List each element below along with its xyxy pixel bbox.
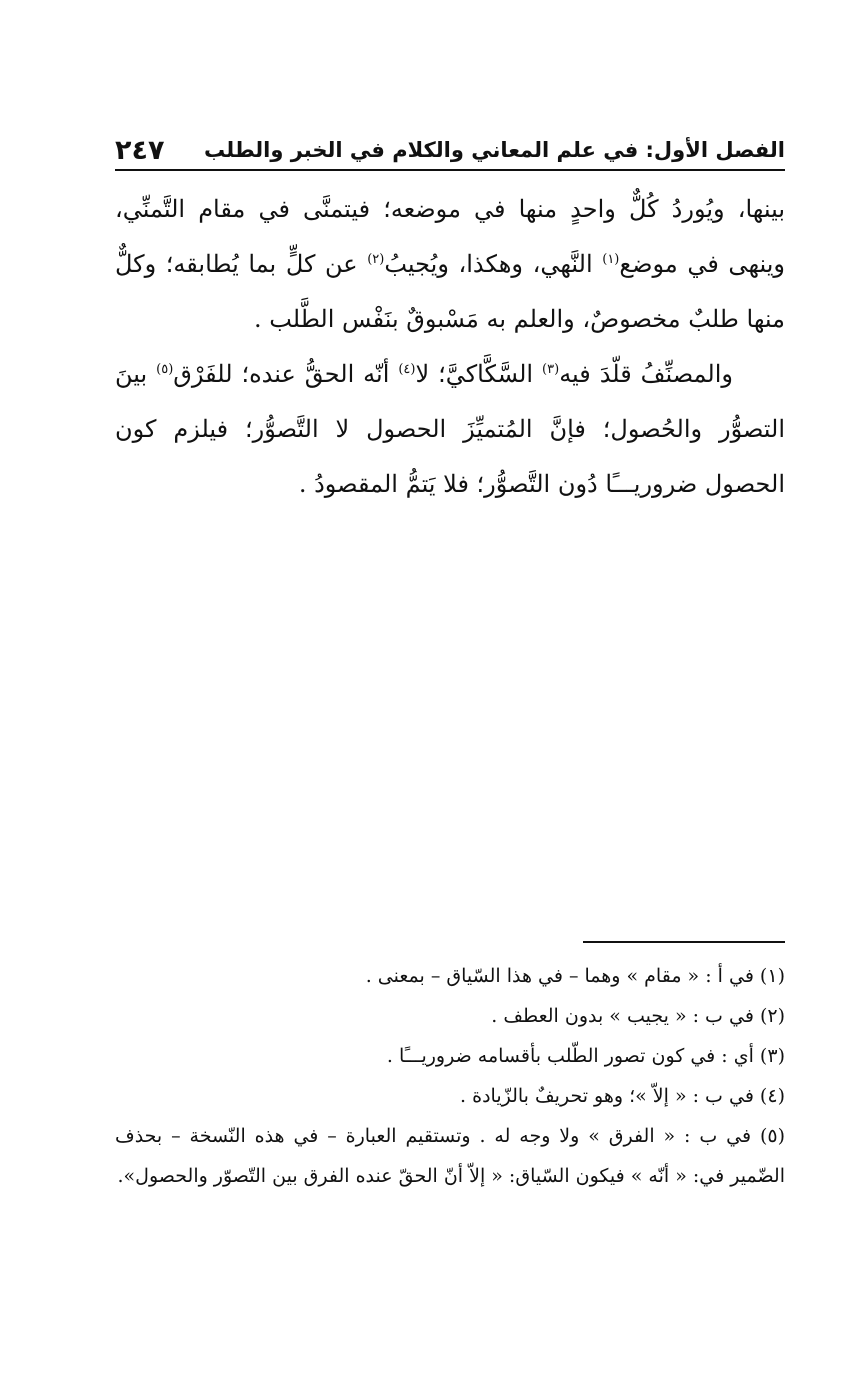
header-rule <box>115 169 785 171</box>
chapter-title: الفصل الأول: في علم المعاني والكلام في الخبر والطلب <box>204 138 785 162</box>
footnote-1: (١) في أ : « مقام » وهما – في هذا السّياق – بمعنى . <box>365 965 785 987</box>
footnote-2: (٢) في ب : « يجيب » بدون العطف . <box>491 1005 785 1027</box>
footnote-ref-4: (٤) <box>398 362 416 377</box>
paragraph-2 <box>115 347 785 512</box>
paragraph-1-text-2: النَّهي، وهكذا، ويُجيبُ <box>384 250 603 278</box>
footnote-ref-3: (٣) <box>542 362 560 377</box>
footnotes <box>115 956 785 1196</box>
footnote-ref-2: (٢) <box>367 252 385 267</box>
paragraph-1 <box>115 182 785 347</box>
footnote-4: (٤) في ب : « إلاّ »؛ وهو تحريفٌ بالزّيادة . <box>460 1085 785 1107</box>
footnote-ref-5: (٥) <box>156 362 174 377</box>
paragraph-2-text: والمصنِّفُ قلّدَ فيه <box>559 360 733 388</box>
paragraph-2-text-3: أنّه الحقُّ عنده؛ للفَرْق <box>173 360 399 388</box>
running-header <box>115 128 785 168</box>
paragraph-2-text-4: بينَ التصوُّر والحُصول؛ فإنَّ المُتميِّزَ الحصول لا التَّصوُّر؛ فيلزم كون الحصول ضروريـــًا دُون التَّصوُّر؛ فلا يَتمُّ المقصودُ . <box>115 360 785 498</box>
page-number: ٢٤٧ <box>115 135 165 166</box>
footnote-separator <box>583 941 785 943</box>
paragraph-1-text-3: عن كلٍّ بما يُطابقه؛ وكلٌّ منها طلبٌ مخصوصٌ، والعلم به مَسْبوقٌ بنَفْس الطَّلب . <box>115 250 785 333</box>
paragraph-1-text: بينها، ويُوردُ كُلٌّ واحدٍ منها في موضعه؛ فيتمنَّى في مقام التَّمنِّي، وينهى في موضع <box>115 195 786 278</box>
footnote-ref-1: (١) <box>602 252 620 267</box>
footnote-5: (٥) في ب : « الفرق » ولا وجه له . وتستقيم العبارة – في هذه النّسخة – بحذف الضّمير في: « أنّه » فيكون السّياق: « إلاّ أنّ الحقّ عنده الفرق بين التّصوّر والحصول». <box>115 1125 785 1187</box>
main-text <box>115 182 785 512</box>
footnote-3: (٣) أي : في كون تصور الطّلب بأقسامه ضروريـــًا . <box>386 1045 785 1067</box>
paragraph-2-text-2: السَّكَّاكيَّ؛ لا <box>415 360 543 388</box>
